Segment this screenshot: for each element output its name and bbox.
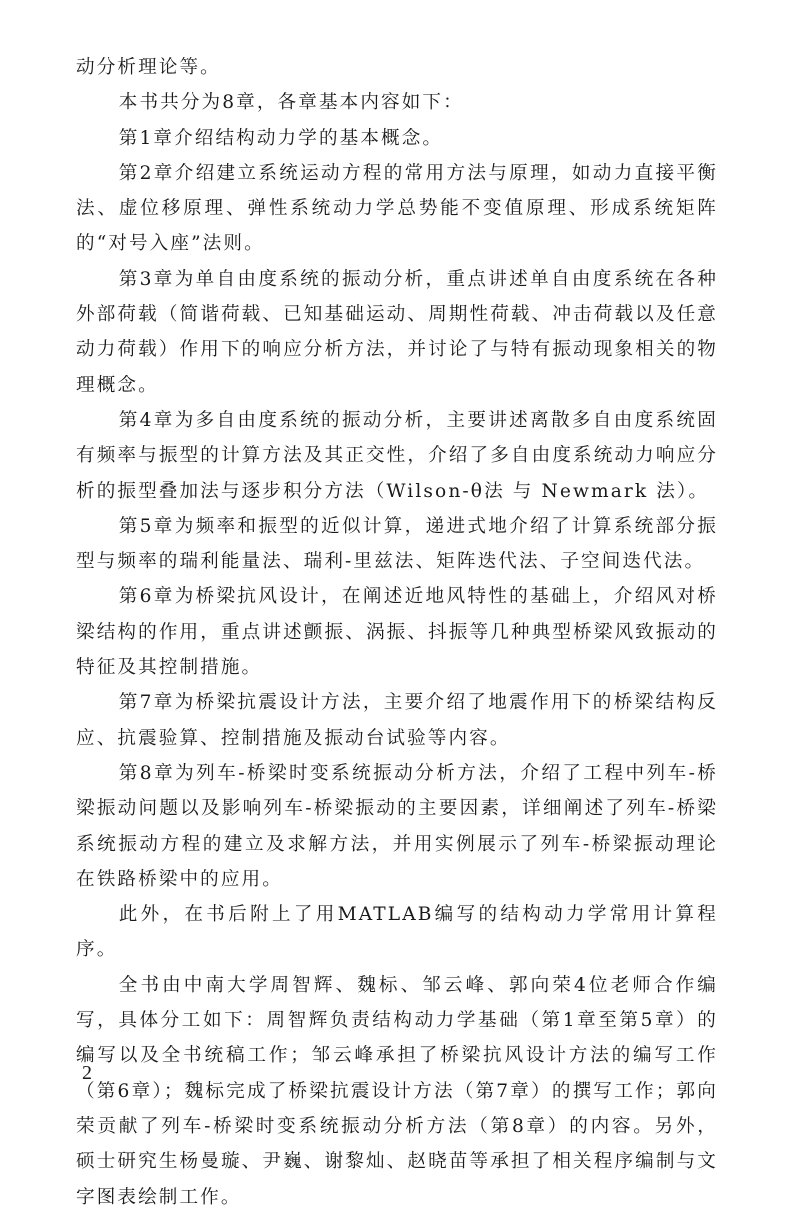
- paragraph-continuation: 动分析理论等。: [76, 57, 221, 78]
- paragraph-chapter-5: 第5章为频率和振型的近似计算，递进式地介绍了计算系统部分振型与频率的瑞利能量法、瑞利-里兹法、矩阵迭代法、子空间迭代法。: [76, 515, 718, 573]
- paragraph-chapter-4: 第4章为多自由度系统的振动分析，主要讲述离散多自由度系统固有频率与振型的计算方法及其正交性，介绍了多自由度系统动力响应分析的振型叠加法与逐步积分方法（Wilson-θ法 与 Newmark 法）。: [76, 409, 718, 502]
- paragraph-chapter-1: 第1章介绍结构动力学的基本概念。: [118, 127, 444, 149]
- paragraph-chapter-3: 第3章为单自由度系统的振动分析，重点讲述单自由度系统在各种外部荷载（简谐荷载、已知基础运动、周期性荷载、冲击荷载以及任意动力荷载）作用下的响应分析方法，并讨论了与特有振动现象相关的物理概念。: [76, 268, 718, 396]
- page-body: [76, 50, 718, 1215]
- paragraph-appendix: 此外，在书后附上了用MATLAB编写的结构动力学常用计算程序。: [76, 904, 718, 961]
- paragraph-chapter-overview: 本书共分为8章，各章基本内容如下：: [118, 92, 464, 114]
- paragraph-chapter-7: 第7章为桥梁抗震设计方法，主要介绍了地震作用下的桥梁结构反应、抗震验算、控制措施及振动台试验等内容。: [76, 692, 718, 749]
- paragraph-chapter-2: 第2章介绍建立系统运动方程的常用方法与原理，如动力直接平衡法、虚位移原理、弹性系统动力学总势能不变值原理、形成系统矩阵的“对号入座”法则。: [76, 162, 718, 255]
- paragraph-chapter-8: 第8章为列车-桥梁时变系统振动分析方法，介绍了工程中列车-桥梁振动问题以及影响列车-桥梁振动的主要因素，详细阐述了列车-桥梁系统振动方程的建立及求解方法，并用实例展示了列车-桥梁振动理论在铁路桥梁中的应用。: [76, 762, 718, 890]
- paragraph-authors: 全书由中南大学周智辉、魏标、邹云峰、郭向荣4位老师合作编写，具体分工如下：周智辉负责结构动力学基础（第1章至第5章）的编写以及全书统稿工作；邹云峰承担了桥梁抗风设计方法的编写工作（第6章）；魏标完成了桥梁抗震设计方法（第7章）的撰写工作；郭向荣贡献了列车-桥梁时变系统振动分析方法（第8章）的内容。另外，硕士研究生杨曼璇、尹巍、谢黎灿、赵晓苗等承担了相关程序编制与文字图表绘制工作。: [76, 974, 718, 1208]
- page-number: 2: [82, 1062, 92, 1084]
- paragraph-chapter-6: 第6章为桥梁抗风设计，在阐述近地风特性的基础上，介绍风对桥梁结构的作用，重点讲述颤振、涡振、抖振等几种典型桥梁风致振动的特征及其控制措施。: [76, 586, 718, 679]
